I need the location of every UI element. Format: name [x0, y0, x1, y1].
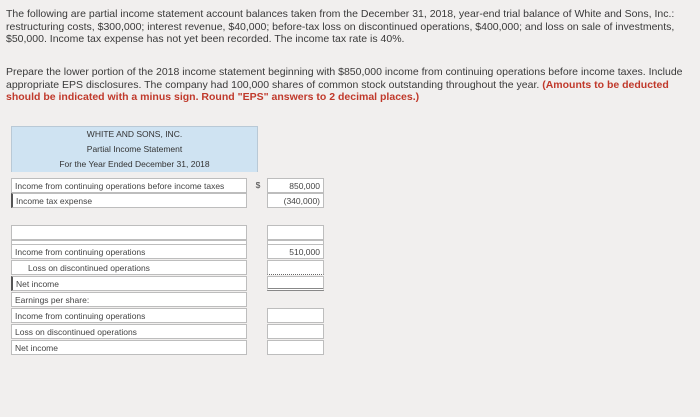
row-label-dropdown[interactable]: Net income: [11, 276, 247, 291]
company-name: WHITE AND SONS, INC.: [86, 129, 183, 139]
row-amount-input[interactable]: [267, 276, 324, 291]
row-amount-input[interactable]: 510,000: [267, 244, 324, 259]
row-label-dropdown[interactable]: Earnings per share:: [11, 292, 247, 307]
row-label-dropdown[interactable]: Loss on discontinued operations: [11, 260, 247, 275]
row-amount-input[interactable]: [267, 260, 324, 275]
income-statement-table: [11, 126, 324, 353]
row-label-dropdown[interactable]: Net income: [11, 340, 247, 355]
statement-header: [11, 126, 258, 172]
statement-period: For the Year Ended December 31, 2018: [59, 159, 210, 169]
problem-instruction: (Amounts to be deducted should be indicated with a minus sign. Round "EPS" answers to 2 decimal places.): [6, 78, 669, 103]
row-amount-input[interactable]: [267, 225, 324, 240]
row-amount-input[interactable]: 850,000: [267, 178, 324, 193]
problem-paragraph-2-text: Prepare the lower portion of the 2018 income statement beginning with $850,000 income from continuing operations before income taxes. Include appropriate EPS disclosures. The company had 100,000 shares of common stock outstanding throughout the year.: [6, 66, 683, 91]
row-label-dropdown[interactable]: Income tax expense: [11, 193, 247, 208]
problem-paragraph-1: The following are partial income statement account balances taken from the December 31, 2018, year-end trial balance of White and Sons, Inc.: restructuring costs, $300,000; interest revenue, $40,000; before-tax loss on discontinued operations, $400,000; and loss on sale of investments, $50,000. Income tax expense has not yet been recorded. The income tax rate is 40%.: [6, 8, 675, 45]
row-label-dropdown[interactable]: Income from continuing operations: [11, 244, 247, 259]
row-label-dropdown[interactable]: Income from continuing operations before income taxes: [11, 178, 247, 193]
row-amount-input[interactable]: [267, 308, 324, 323]
statement-title: Partial Income Statement: [86, 144, 183, 154]
row-amount-input[interactable]: (340,000): [267, 193, 324, 208]
row-amount-input[interactable]: [267, 324, 324, 339]
row-label-dropdown[interactable]: Loss on discontinued operations: [11, 324, 247, 339]
problem-paragraph-2: [6, 66, 694, 104]
row-amount-input[interactable]: [267, 340, 324, 355]
row-label-dropdown[interactable]: Income from continuing operations: [11, 308, 247, 323]
row-label-dropdown[interactable]: [11, 225, 247, 240]
currency-symbol: $: [255, 180, 261, 190]
